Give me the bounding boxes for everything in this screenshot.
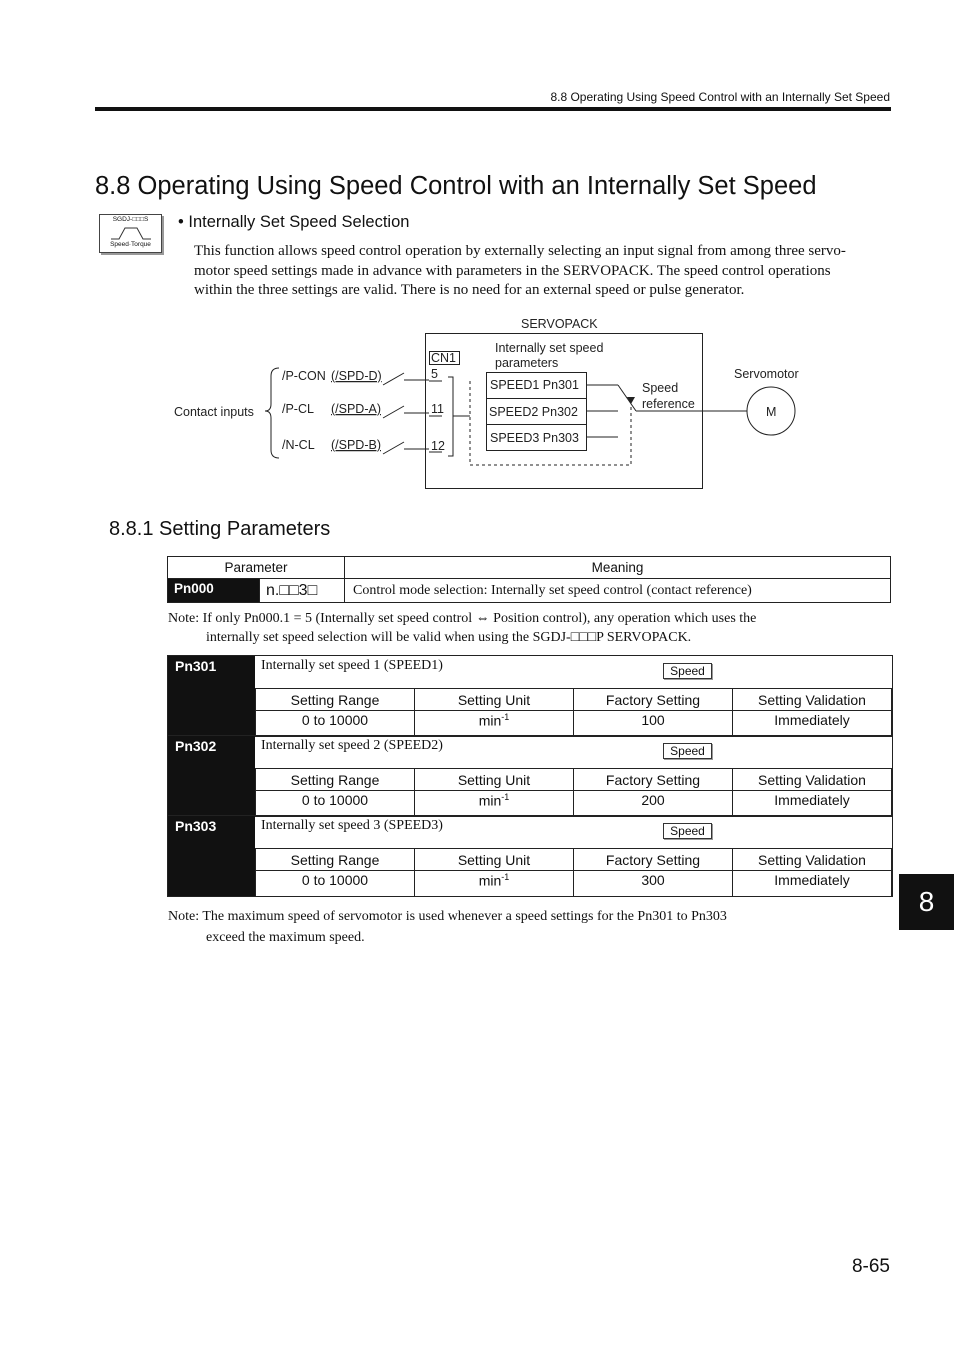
param-id: Pn302 <box>175 738 217 754</box>
setting-range: 0 to 10000 <box>256 871 415 897</box>
pin-number: 11 <box>431 402 444 416</box>
signal-alt: (/SPD-A) <box>331 402 381 416</box>
col-header: Setting Unit <box>415 769 574 791</box>
switch-contact <box>383 373 404 385</box>
col-header: Setting Range <box>256 689 415 711</box>
bullet-heading: • Internally Set Speed Selection <box>178 213 410 231</box>
col-header: Factory Setting <box>574 769 733 791</box>
speed-ref-label: Speed <box>642 381 679 395</box>
subsection-title: 8.8.1 Setting Parameters <box>109 518 331 540</box>
speed-ref-label: reference <box>642 397 695 411</box>
param-meaning: Control mode selection: Internally set speed control (contact reference) <box>345 579 891 603</box>
col-header: Setting Range <box>256 849 415 871</box>
cn1-label: CN1 <box>431 351 457 365</box>
setting-validation: Immediately <box>733 871 892 897</box>
factory-setting: 100 <box>574 711 733 737</box>
paragraph-line: This function allows speed control operation by externally selecting an input signal from among three servo- <box>194 243 846 259</box>
internal-label-1: Internally set speed <box>495 341 604 355</box>
input-bracket <box>448 377 453 456</box>
param-block-pn302 <box>167 735 893 817</box>
param-description: Internally set speed 2 (SPEED2) <box>261 738 443 753</box>
signal-alt: (/SPD-D) <box>331 369 382 383</box>
param-id: Pn303 <box>175 818 217 834</box>
factory-setting: 200 <box>574 791 733 817</box>
table-header: Meaning <box>345 557 891 579</box>
setting-range: 0 to 10000 <box>256 791 415 817</box>
page-number: 8-65 <box>851 1256 890 1277</box>
col-header: Setting Range <box>256 769 415 791</box>
col-header: Factory Setting <box>574 849 733 871</box>
internal-label-2: parameters <box>495 356 559 370</box>
col-header: Setting Unit <box>415 849 574 871</box>
paragraph-line: motor speed settings made in advance with parameters in the SERVOPACK. The speed control operations <box>194 262 831 279</box>
section-title: 8.8 Operating Using Speed Control with an Internally Set Speed <box>95 172 817 200</box>
param-id-cell <box>168 736 255 816</box>
speed-badge: Speed <box>663 663 712 679</box>
note <box>168 609 756 647</box>
col-header: Setting Validation <box>733 769 892 791</box>
setting-range: 0 to 10000 <box>256 711 415 737</box>
signal-name: /P-CL <box>282 402 314 416</box>
note <box>168 906 727 948</box>
note-line: Note: If only Pn000.1 = 5 (Internally set speed control ⇔ Position control), any operation which uses the <box>168 611 757 626</box>
motor-symbol-label: M <box>766 405 777 419</box>
param-block-pn301 <box>167 655 893 737</box>
col-header: Setting Validation <box>733 689 892 711</box>
param-description: Internally set speed 1 (SPEED1) <box>261 658 443 673</box>
param-settings-table <box>255 768 892 817</box>
running-header: 8.8 Operating Using Speed Control with an Internally Set Speed <box>550 90 890 104</box>
note-line: Note: The maximum speed of servomotor is used whenever a speed settings for the Pn301 to Pn303 <box>168 909 727 924</box>
model-badge-bottom: Speed·Torque <box>110 241 151 248</box>
contact-inputs-label: Contact inputs <box>174 405 254 419</box>
col-header: Factory Setting <box>574 689 733 711</box>
chapter-tab: 8 <box>899 874 954 930</box>
param-block-pn303 <box>167 815 893 897</box>
model-badge-top: SGDJ-□□□S <box>112 216 149 223</box>
speed-label: SPEED1 Pn301 <box>490 378 579 392</box>
switch-contact <box>383 406 404 418</box>
speed-selection-diagram <box>0 0 954 500</box>
param-id-cell <box>168 816 255 896</box>
col-header: Setting Validation <box>733 849 892 871</box>
signal-name: /N-CL <box>282 438 315 452</box>
param-settings-table <box>255 848 892 897</box>
param-settings-table <box>255 688 892 737</box>
speed-label: SPEED2 Pn302 <box>489 405 578 419</box>
param-code: n.□□3□ <box>260 579 345 603</box>
col-header: Setting Unit <box>415 689 574 711</box>
param-description: Internally set speed 3 (SPEED3) <box>261 818 443 833</box>
servopack-label: SERVOPACK <box>521 317 598 331</box>
speed-badge: Speed <box>663 823 712 839</box>
factory-setting: 300 <box>574 871 733 897</box>
speed-badge: Speed <box>663 743 712 759</box>
param-id: Pn000 <box>168 579 260 603</box>
table-header: Parameter <box>168 557 345 579</box>
setting-validation: Immediately <box>733 711 892 737</box>
signal-name: /P-CON <box>282 369 326 383</box>
pin-number: 5 <box>431 367 438 381</box>
switch-contact <box>383 442 404 454</box>
signal-alt: (/SPD-B) <box>331 438 381 452</box>
setting-unit: $\min^{-1}$ <box>415 791 574 817</box>
setting-unit: $\min^{-1}$ <box>415 871 574 897</box>
param-id-cell <box>168 656 255 736</box>
setting-unit: $\min^{-1}$ <box>415 711 574 737</box>
speed-label: SPEED3 Pn303 <box>490 431 579 445</box>
setting-validation: Immediately <box>733 791 892 817</box>
pin-number: 12 <box>431 439 445 453</box>
note-line: exceed the maximum speed. <box>206 930 365 945</box>
selector-link <box>470 381 631 465</box>
servomotor-label: Servomotor <box>734 367 799 381</box>
note-line: internally set speed selection will be valid when using the SGDJ-□□□P SERVOPACK. <box>206 630 692 645</box>
contact-brace <box>265 368 279 458</box>
paragraph-line: within the three settings are valid. There is no need for an external speed or pulse generator. <box>194 282 745 298</box>
param-id: Pn301 <box>175 658 217 674</box>
control-mode-table <box>167 556 891 603</box>
